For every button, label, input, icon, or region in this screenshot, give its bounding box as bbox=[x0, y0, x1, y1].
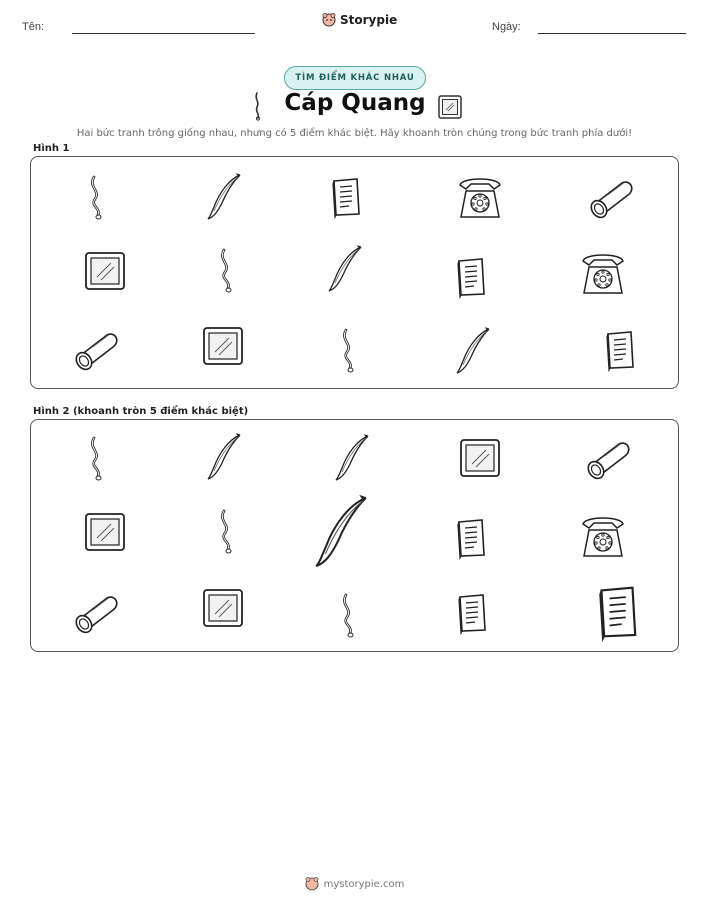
conduit-tube-icon[interactable] bbox=[585, 443, 629, 481]
brand-name: Storypie bbox=[340, 13, 398, 27]
glass-panel-icon[interactable] bbox=[86, 514, 124, 550]
conduit-tube-icon[interactable] bbox=[588, 182, 632, 220]
fiber-cable-icon[interactable] bbox=[92, 177, 101, 219]
telephone-icon[interactable] bbox=[583, 518, 623, 556]
picture2-panel bbox=[30, 419, 679, 652]
picture1-label: Hình 1 bbox=[33, 143, 70, 154]
fiber-cable-icon bbox=[252, 91, 264, 121]
date-label: Ngày: bbox=[492, 21, 521, 33]
fiber-strand-icon[interactable] bbox=[208, 434, 240, 479]
storypie-mascot-icon bbox=[305, 877, 319, 891]
glass-panel-icon[interactable] bbox=[86, 253, 124, 289]
glass-panel-icon[interactable] bbox=[461, 440, 499, 476]
document-icon[interactable] bbox=[458, 520, 484, 558]
name-label: Tên: bbox=[22, 21, 45, 33]
page-title: Cáp Quang bbox=[284, 90, 426, 116]
fiber-strand-icon[interactable] bbox=[316, 496, 366, 566]
document-icon[interactable] bbox=[459, 595, 485, 633]
conduit-tube-icon[interactable] bbox=[73, 334, 117, 372]
telephone-icon[interactable] bbox=[460, 179, 500, 217]
telephone-icon[interactable] bbox=[583, 255, 623, 293]
fiber-strand-icon[interactable] bbox=[208, 174, 240, 219]
glass-panel-icon[interactable] bbox=[204, 590, 242, 626]
document-icon[interactable] bbox=[333, 179, 359, 217]
picture1-panel bbox=[30, 156, 679, 389]
footer bbox=[0, 877, 709, 891]
document-icon[interactable] bbox=[458, 259, 484, 297]
fiber-cable-icon[interactable] bbox=[92, 438, 101, 480]
fiber-cable-icon[interactable] bbox=[222, 511, 231, 553]
fiber-cable-icon[interactable] bbox=[222, 250, 231, 292]
footer-url[interactable]: mystorypie.com bbox=[323, 878, 405, 890]
picture2-grid bbox=[31, 420, 680, 653]
brand-logo bbox=[322, 13, 397, 27]
picture1-grid bbox=[31, 157, 680, 390]
picture2-label: Hình 2 (khoanh tròn 5 điểm khác biệt) bbox=[33, 406, 249, 417]
storypie-mascot-icon bbox=[322, 13, 336, 27]
glass-panel-icon bbox=[438, 95, 462, 119]
document-icon[interactable] bbox=[607, 332, 633, 370]
conduit-tube-icon[interactable] bbox=[73, 597, 117, 635]
fiber-strand-icon[interactable] bbox=[329, 246, 361, 291]
name-line[interactable] bbox=[72, 33, 255, 34]
activity-badge: TÌM ĐIỂM KHÁC NHAU bbox=[284, 66, 426, 90]
fiber-strand-icon[interactable] bbox=[457, 328, 489, 373]
glass-panel-icon[interactable] bbox=[204, 328, 242, 364]
date-line[interactable] bbox=[538, 33, 686, 34]
instructions: Hai bức tranh trông giống nhau, nhưng có 5 điểm khác biệt. Hãy khoanh tròn chúng trong bức tranh phía dưới! bbox=[76, 128, 633, 139]
fiber-strand-icon[interactable] bbox=[336, 435, 368, 480]
document-icon[interactable] bbox=[600, 588, 635, 639]
fiber-cable-icon[interactable] bbox=[344, 595, 353, 637]
fiber-cable-icon[interactable] bbox=[344, 330, 353, 372]
